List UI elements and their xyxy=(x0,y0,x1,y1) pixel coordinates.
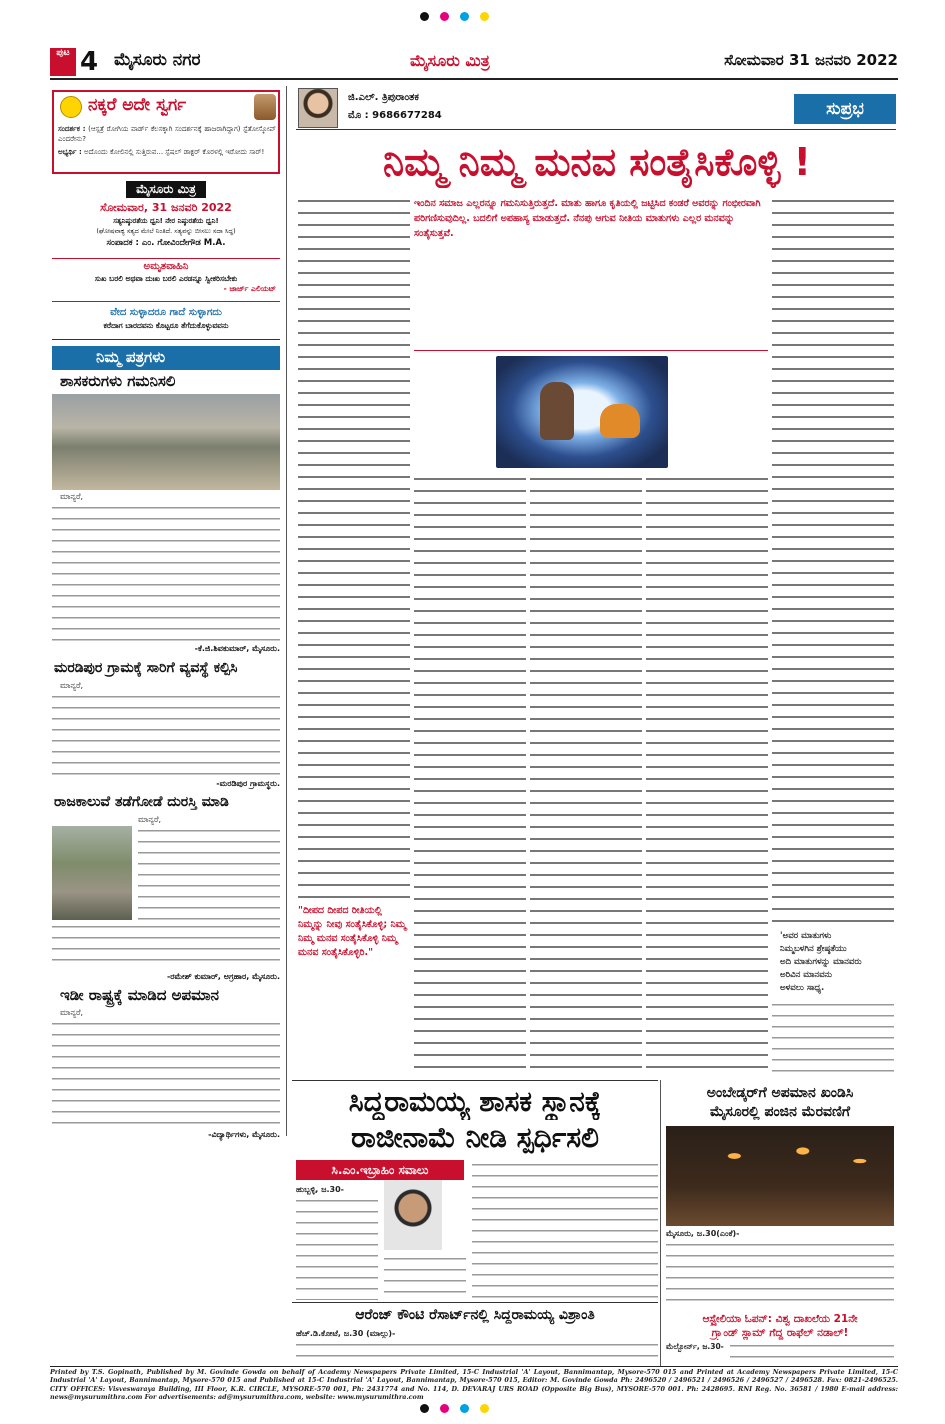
poem-line: ಅದಿ ಮಾತುಗಳನ್ನು ಮಾನವರು xyxy=(780,957,862,967)
news-rule xyxy=(292,1080,658,1081)
man-dog-illustration xyxy=(496,356,668,468)
news2-dateline: ಹೆಚ್.ಡಿ.ಕೋಟೆ, ಜ.30 (ಮಾಲ್ಗು)- xyxy=(296,1329,396,1338)
reg-dot xyxy=(420,1404,429,1413)
humor-line2 xyxy=(58,147,276,157)
news1-headline1: ಸಿದ್ದರಾಮಯ್ಯ ಶಾಸಕ ಸ್ಥಾನಕ್ಕೆ xyxy=(348,1085,602,1118)
column-body-col1 xyxy=(298,196,410,636)
poem-line: ಅರಿವಿನ ಮಾನವನು xyxy=(780,970,832,980)
news1-dateline: ಹುಬ್ಬಳ್ಳಿ, ಜ.30- xyxy=(296,1185,344,1194)
column-headline: ನಿಮ್ಮ ನಿಮ್ಮ ಮನವ ಸಂತೈಸಿಕೊಳ್ಳಿ ! xyxy=(383,140,811,184)
reg-dot xyxy=(480,12,489,21)
masthead-small: ಮೈಸೂರು ಮಿತ್ರ xyxy=(410,51,490,70)
column-body-col3 xyxy=(530,474,642,1074)
news1-body-col2 xyxy=(384,1254,466,1300)
letter1-salutation: ಮಾನ್ಯರೆ, xyxy=(60,492,84,501)
amrutha-title: ಅಮೃತವಾಹಿನಿ xyxy=(143,261,189,272)
torch-rally-photo xyxy=(666,1126,894,1226)
author-photo xyxy=(298,88,338,128)
news1-sub: ಸಿ.ಎಂ.ಇಬ್ರಾಹಿಂ ಸವಾಲು xyxy=(296,1160,464,1180)
news1-body-col3 xyxy=(472,1160,658,1300)
reg-dot xyxy=(460,1404,469,1413)
page-label-text: ಪುಟ xyxy=(56,48,70,58)
news4-headline2: ಗ್ರ್ಯಾಂಡ್ ಸ್ಲಾಮ್ ಗೆದ್ದ ರಾಫೆಲ್ ನಡಾಲ್! xyxy=(711,1327,849,1339)
column-body-col5 xyxy=(772,196,894,926)
humor-line2-text: ಅದೊಂದು ಕೋಲಿನಲ್ಲಿ ಸುತ್ತಿರುವ... ಸ್ಪೆಷಲ್ ಡಾಕ್ಟರ್ ಕೊರಳಲ್ಲಿ ಇರೋದು ಸಾರ್! xyxy=(83,148,265,156)
column-lead: ಇಂದಿನ ಸಮಾಜ ಎಲ್ಲರನ್ನೂ ಗಮನಿಸುತ್ತಿರುತ್ತದೆ. ಮಾತು ಹಾಗೂ ಕೃತಿಯಲ್ಲಿ ಜಟ್ಟಿಸಿದ ಕಂಡರೆ ಅವರನ್ನು ಗಂಭೀರವಾಗಿ ಪರಿಗಣಿಸುವುದಿಲ್ಲ. ಬದಲಿಗೆ ಅಪಹಾಸ್ಯ ಮಾಡುತ್ತದೆ. ನೆನಪು ಆಗುವ ನೀತಿಯ ಮಾತುಗಳು ಎಲ್ಲರ ಮನವನ್ನು ಸಂತೈಸುತ್ತವೆ. xyxy=(414,198,761,239)
news4-body xyxy=(730,1341,894,1363)
cartoon-figure-icon xyxy=(254,94,276,120)
letter3-title: ರಾಜಕಾಲುವೆ ತಡೆಗೋಡೆ ದುರಸ್ತಿ ಮಾಡಿ xyxy=(54,794,229,810)
ibrahim-photo xyxy=(384,1180,442,1250)
humor-line1-text: (ಆಸ್ಪತ್ರೆ ರೋಗಿಯ ವಾರ್ಡ್ ಕೆಲಸಕ್ಕಾಗಿ ಸಂದರ್ಶನಕ್ಕೆ ಹಾಜರಾಗಿದ್ದಾಗ) ಸ್ಟೆತೋಸ್ಕೋಪ್ ಎಂದರೇನು? xyxy=(58,125,276,143)
letter2-title: ಮರಡಿಪುರ ಗ್ರಾಮಕ್ಕೆ ಸಾರಿಗೆ ವ್ಯವಸ್ಥೆ ಕಲ್ಪಿಸಿ xyxy=(54,660,238,676)
news1-headline2: ರಾಜೀನಾಮೆ ನೀಡಿ ಸ್ಪರ್ಧಿಸಲಿ xyxy=(351,1121,599,1154)
news-rule xyxy=(292,1302,658,1303)
letter1-body xyxy=(52,503,280,641)
masthead-box-editor: ಸಂಪಾದಕ : ಎಂ. ಗೋವಿಂದೇಗೌಡ M.A. xyxy=(106,238,226,248)
letter4-title: ಇಡೀ ರಾಷ್ಟ್ರಕ್ಕೆ ಮಾಡಿದ ಅಪಮಾನ xyxy=(60,986,220,1004)
poem-line: 'ಅವರ ಮಾತುಗಳು xyxy=(780,931,832,941)
letter2-salutation: ಮಾನ್ಯರೆ, xyxy=(60,681,84,690)
letter4-body xyxy=(52,1019,280,1129)
humor-title: ನಕ್ಕರೆ ಅದೇ ಸ್ವರ್ಗ xyxy=(88,95,187,115)
amrutha-author: - ಜಾರ್ಜ್ ಎಲಿಯಟ್ xyxy=(223,284,276,293)
column-body-col4 xyxy=(646,474,768,1074)
news4-dateline: ಮೆಲ್ಬೋರ್ನ್, ಜ.30- xyxy=(666,1342,724,1351)
page-number: 4 xyxy=(80,47,99,77)
man-figure xyxy=(540,382,574,440)
reg-dot xyxy=(480,1404,489,1413)
letter2-signature: -ಮರಡಿಪುರ ಗ್ರಾಮಸ್ಥರು. xyxy=(216,779,280,788)
canal-photo xyxy=(52,826,132,920)
masthead-box-line2: (ಘೋಷವಾಕ್ಯ ಸತ್ಯದ ಮೇಲೆ ನಿಂತಿದೆ. ಸತ್ಯವನ್ನು ಬೀಸಲು ಸದಾ ಸಿದ್ಧ) xyxy=(96,227,236,235)
news2-body xyxy=(296,1340,658,1362)
news2-headline: ಆರೆಂಜ್ ಕೌಂಟಿ ರೆಸಾರ್ಟ್‌ನಲ್ಲಿ ಸಿದ್ದರಾಮಯ್ಯ ವಿಶ್ರಾಂತಿ xyxy=(355,1307,595,1323)
page-header xyxy=(50,48,898,80)
amrutha-box xyxy=(52,258,280,302)
reg-dot xyxy=(440,1404,449,1413)
masthead-box xyxy=(52,178,280,256)
amrutha-text: ಸುಖ ಬರಲಿ ಅಥವಾ ದುಃಖ ಬರಲಿ ಎರಡನ್ನೂ ಸ್ವೀಕರಿಸಬೇಕು xyxy=(94,274,238,283)
page-label xyxy=(50,48,76,76)
news4-headline1: ಆಸ್ಟ್ರೇಲಿಯಾ ಓಪನ್: ವಿಶ್ವ ದಾಖಲೆಯ 21ನೇ xyxy=(702,1313,858,1325)
news3-body xyxy=(666,1240,894,1310)
column-quote: "ದೀಪದ ದೀಪದ ರೀತಿಯಲ್ಲಿ ನಿಮ್ಮನ್ನು ನೀವು ಸಂತೈಸಿಕೊಳ್ಳಿ; ನಿಮ್ಮ ನಿಮ್ಮ ಮನವ ಸಂತೈಸಿಕೊಳ್ಳಿ ನಿಮ್ಮ ಮನವ ಸಂತೈಸಿಕೊಳ್ಳಿರಿ." xyxy=(298,905,407,958)
column-header xyxy=(296,86,896,130)
column-body-col1b xyxy=(298,640,410,900)
letter2-body xyxy=(52,692,280,778)
poem-line: ನಿಮ್ಮಬಳಗಿನ ಶ್ರೇಷ್ಠತೆಯು xyxy=(780,944,847,954)
news3-headline1: ಅಂಬೇಡ್ಕರ್‌ಗೆ ಅಪಮಾನ ಖಂಡಿಸಿ xyxy=(706,1085,854,1101)
dog-figure xyxy=(600,404,640,438)
letter3-salutation: ಮಾನ್ಯರೆ, xyxy=(138,815,162,824)
letter3-body xyxy=(52,922,280,970)
letter1-signature: -ಕೆ.ಜಿ.ಶಿವಕುಮಾರ್, ಮೈಸೂರು. xyxy=(194,644,280,653)
column-author: ಜಿ.ಎಲ್. ತ್ರಿಪುರಾಂತಕ xyxy=(348,92,419,103)
column-divider xyxy=(660,1080,661,1366)
column-divider xyxy=(286,86,287,1136)
letter3-body-right xyxy=(138,826,280,920)
laughing-face-icon xyxy=(60,96,82,118)
footer-imprint: Printed by T.S. Gopinath, Published by M. Govinde Gowda on behalf of Academy Newspapers Private Limited, 15-C Industrial 'A' Layout, Bannimantap, Mysore-570 015 and Printed at Academy Newspapers Private Limited, 15-C Industrial 'A' Layout, Bannimantap, Mysore-570 015 and Published at 15-C Industrial 'A' Layout, Bannimantap, Mysore-570 015, Editor: M. Govinde Gowda Ph: 2496520 / 2496521 / 2496526 / 2496527 / 2496528. Fax: 0821-2496525. CITY OFFICES: Visveswaraya Building, III Floor, K.R. CIRCLE, MYSORE-570 001, Ph: 2431774 and No. 114, D. DEVARAJ URS ROAD (Opposite Big Bus), MYSORE-570 001. Ph: 2428695. RNI Reg. No. 36581 / 1980 E-mail address: news@mysurumithra.com For advertisements: ad@mysurumithra.com, website: www.mysurumithra.com xyxy=(50,1368,898,1402)
column-poem xyxy=(780,930,890,995)
news3-dateline: ಮೈಸೂರು, ಜ.30(ಎಂಕೆ)- xyxy=(666,1229,740,1238)
header-date: ಸೋಮವಾರ 31 ಜನವರಿ 2022 xyxy=(724,51,898,69)
humor-line1 xyxy=(58,124,276,144)
poem-line: ಅಳವಲು ಸಾಧ್ಯ. xyxy=(780,983,825,993)
column-mobile: ಮೊ : 9686677284 xyxy=(348,110,442,121)
masthead-box-date: ಸೋಮವಾರ, 31 ಜನವರಿ 2022 xyxy=(100,201,232,214)
news1-body-col1 xyxy=(296,1196,378,1300)
masthead-box-line1: ಸತ್ಯನಿಷ್ಠುರತೆಯ ಧ್ವನಿ! ನೇರ ನಿಷ್ಠುರತೆಯ ಧ್ವನಿ! xyxy=(113,217,219,225)
lead-rule xyxy=(414,350,768,351)
humor-line2-label: ಅಭ್ಯರ್ಥಿ : xyxy=(58,148,82,156)
news3-headline2: ಮೈಸೂರಲ್ಲಿ ಪಂಜಿನ ಮೆರವಣಿಗೆ xyxy=(709,1104,851,1120)
veda-title: ವೇದ ಸುಳ್ಳಾದರೂ ಗಾದೆ ಸುಳ್ಳಾಗದು xyxy=(110,307,222,318)
veda-box xyxy=(52,304,280,340)
section-name: ಮೈಸೂರು ನಗರ xyxy=(114,50,201,70)
letter1-title: ಶಾಸಕರುಗಳು ಗಮನಿಸಲಿ xyxy=(60,372,176,390)
footer-rule xyxy=(50,1366,898,1367)
column-body-col5b xyxy=(772,1000,894,1072)
veda-text: ಕರೆದಾಗ ಬಾರದವನು ಕೊಟ್ಟರೂ ತೆಗೆದುಕೊಳ್ಳುವವನು xyxy=(103,321,229,330)
humor-box xyxy=(52,90,280,174)
reg-dot xyxy=(420,12,429,21)
column-name: ಸುಪ್ರಭ xyxy=(794,94,896,124)
reg-dot xyxy=(440,12,449,21)
letter3-signature: -ರಮೇಶ್ ಕುಮಾರ್, ಅಗ್ರಹಾರ, ಮೈಸೂರು. xyxy=(166,972,280,981)
road-photo xyxy=(52,394,280,490)
reg-dot xyxy=(460,12,469,21)
letter4-salutation: ಮಾನ್ಯರೆ, xyxy=(60,1008,84,1017)
masthead-box-name: ಮೈಸೂರು ಮಿತ್ರ xyxy=(126,181,206,198)
letter4-signature: -ವಿದ್ಯಾರ್ಥಿಗಳು, ಮೈಸೂರು. xyxy=(208,1130,280,1139)
humor-line1-label: ಸಂದರ್ಶಕ : xyxy=(58,125,86,133)
column-body-col2 xyxy=(414,474,526,1074)
letters-banner: ನಿಮ್ಮ ಪತ್ರಗಳು xyxy=(52,346,280,370)
